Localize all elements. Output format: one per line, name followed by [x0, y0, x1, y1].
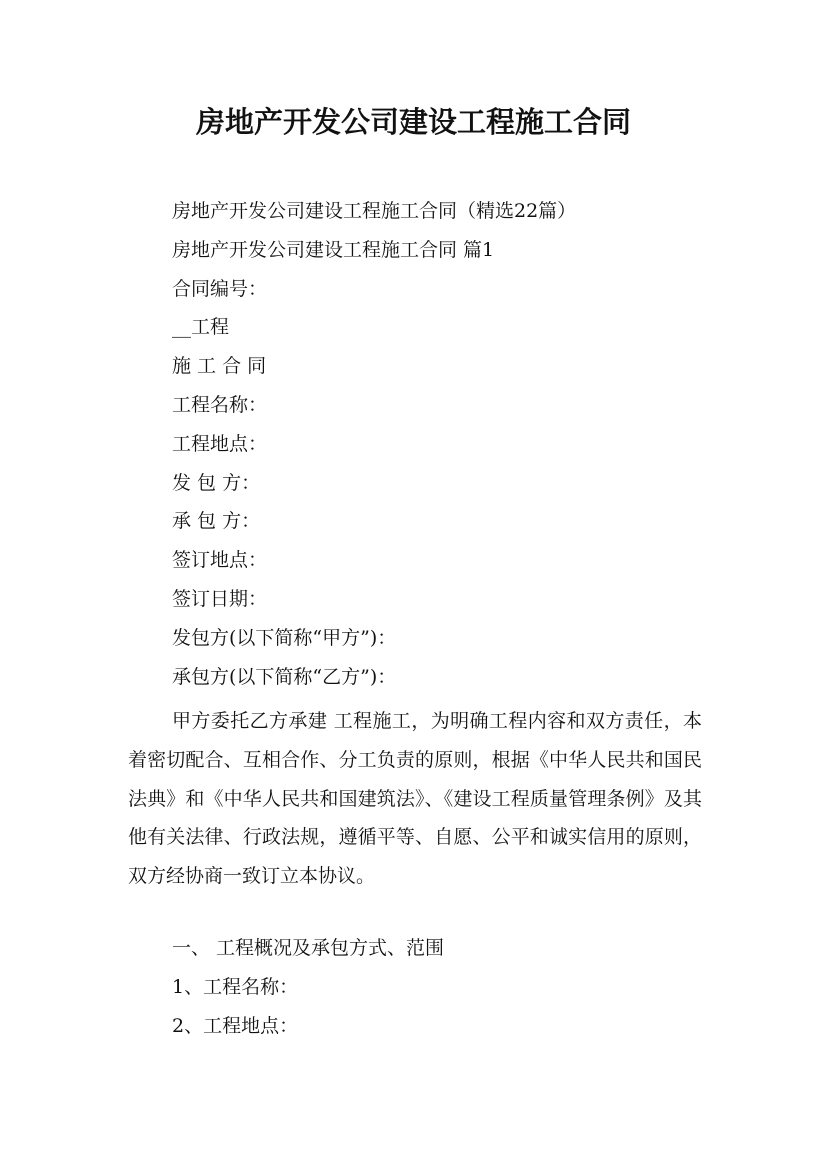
party-b-label: 承包方(以下简称“乙方”)：	[172, 666, 397, 688]
project-location-label: 工程地点：	[172, 433, 268, 455]
item-project-location: 2、工程地点：	[172, 1015, 299, 1037]
item-project-name: 1、工程名称：	[172, 976, 299, 998]
document-title: 房地产开发公司建设工程施工合同	[195, 105, 631, 139]
construction-contract-heading: 施 工 合 同	[172, 355, 267, 377]
employer-label: 发 包 方：	[172, 472, 261, 494]
party-a-label: 发包方(以下简称“甲方”)：	[172, 627, 397, 649]
project-blank-line: __工程	[172, 316, 230, 338]
project-name-label: 工程名称：	[172, 394, 268, 416]
section-heading-line: 房地产开发公司建设工程施工合同 篇1	[172, 239, 495, 261]
contract-number-label: 合同编号：	[172, 278, 268, 300]
signing-place-label: 签订地点：	[172, 549, 268, 571]
signing-date-label: 签订日期：	[172, 588, 268, 610]
agreement-paragraph: 甲方委托乙方承建 工程施工，为明确工程内容和双方责任，本着密切配合、互相合作、分工负责的原则，根据《中华人民共和国民法典》和《中华人民共和国建筑法》、《建设工程质量管理条例》及其他有关法律、行政法规，遵循平等、自愿、公平和诚实信用的原则，双方经协商一致订立本协议。	[128, 710, 702, 888]
section-one-heading: 一、 工程概况及承包方式、范围	[172, 937, 445, 959]
subtitle-line: 房地产开发公司建设工程施工合同（精选22篇）	[172, 200, 577, 222]
contractor-label: 承 包 方：	[172, 510, 261, 532]
